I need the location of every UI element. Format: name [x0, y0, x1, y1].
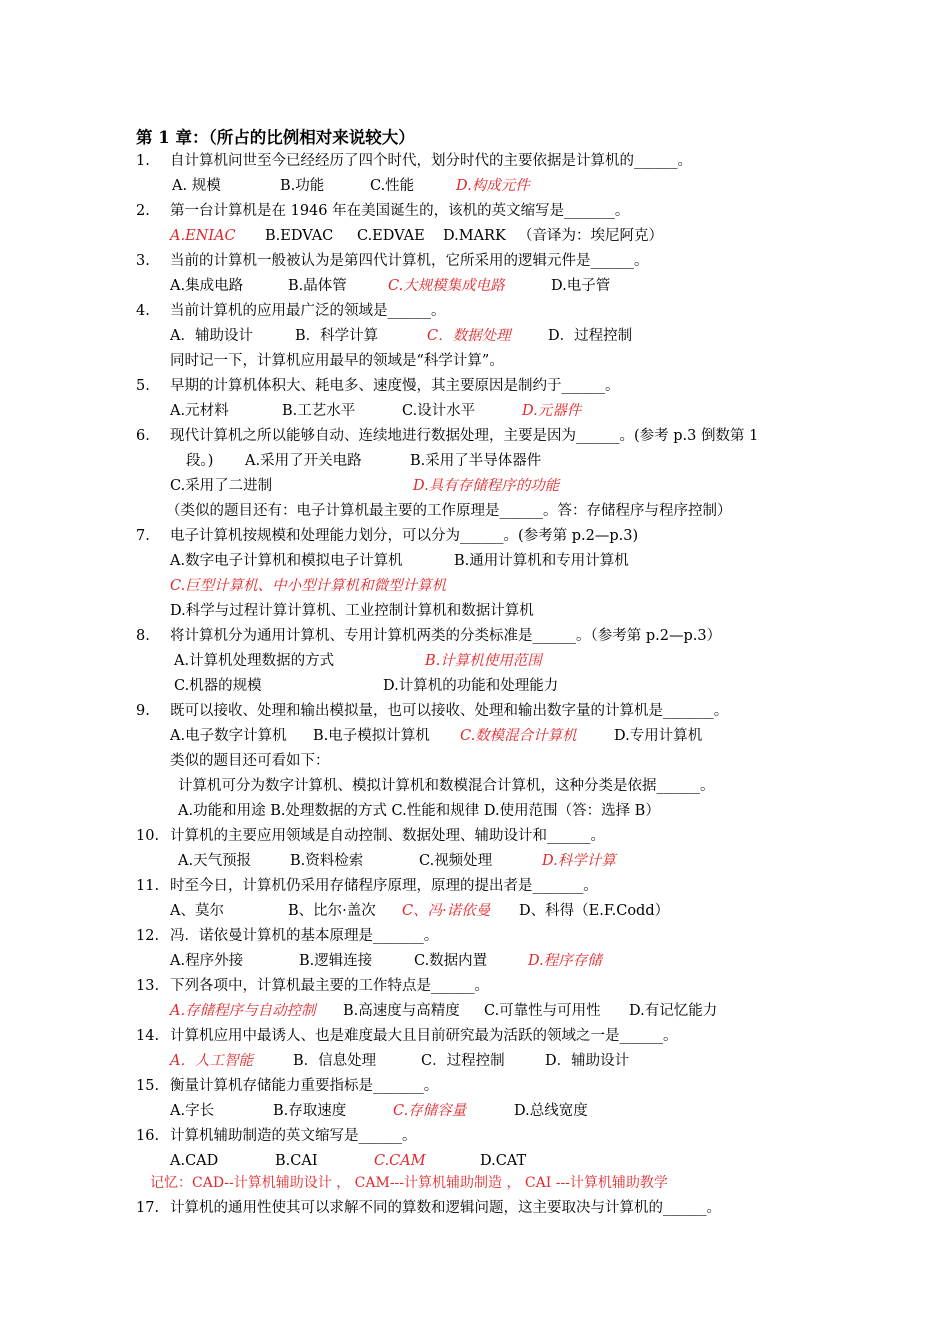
option-b: B.工艺水平 [282, 403, 356, 419]
option-a: A.CAD [170, 1153, 219, 1169]
option-a: A.电子数字计算机 [170, 728, 287, 744]
option-b: B.通用计算机和专用计算机 [454, 553, 629, 569]
question-number: 1. [136, 153, 150, 169]
option-a: A.计算机处理数据的方式 [174, 653, 335, 669]
question-number: 17. [136, 1200, 160, 1216]
question-number: 4. [136, 303, 150, 319]
option-d: D.科学与过程计算计算机、工业控制计算机和数据计算机 [170, 603, 534, 619]
option-c-answer: C.CAM [374, 1153, 426, 1169]
option-b: B.电子模拟计算机 [313, 728, 430, 744]
question-number: 6. [136, 428, 150, 444]
option-c-answer: C.巨型计算机、中小型计算机和微型计算机 [170, 578, 447, 594]
question-text: 电子计算机按规模和处理能力划分，可以分为______。(参考第 p.2—p.3) [170, 528, 639, 544]
option-b: B.CAI [275, 1153, 318, 1169]
question-text: 计算机的通用性使其可以求解不同的算数和逻辑问题，这主要取决与计算机的______。 [170, 1200, 721, 1216]
sub-question-options: A.功能和用途 B.处理数据的方式 C.性能和规律 D.使用范围（答：选择 B） [178, 803, 660, 819]
option-c: C.EDVAE [357, 228, 425, 244]
option-a: A.数字电子计算机和模拟电子计算机 [170, 553, 403, 569]
question-text: 时至今日，计算机仍采用存储程序原理，原理的提出者是_______。 [170, 878, 598, 894]
option-d: D、科得（E.F.Codd） [519, 903, 670, 919]
option-b: B.逻辑连接 [299, 953, 373, 969]
option-c: C.数据内置 [414, 953, 488, 969]
question-number: 13. [136, 978, 160, 994]
question-text: 衡量计算机存储能力重要指标是_______。 [170, 1078, 439, 1094]
question-text: 自计算机问世至今已经经历了四个时代，划分时代的主要依据是计算机的______。 [170, 153, 692, 169]
option-d-answer: D.具有存储程序的功能 [413, 478, 560, 494]
option-c: C.性能 [370, 178, 415, 194]
option-d: D.电子管 [551, 278, 611, 294]
option-b-answer: B.计算机使用范围 [425, 653, 542, 669]
option-d-answer: D.构成元件 [456, 178, 530, 194]
option-d: D.总线宽度 [514, 1103, 588, 1119]
question-text: 既可以接收、处理和输出模拟量，也可以接收、处理和输出数字量的计算机是_______。 [170, 703, 729, 719]
note: 同时记一下，计算机应用最早的领域是“科学计算”。 [170, 353, 504, 369]
option-a: A.字长 [170, 1103, 215, 1119]
memo-note: 记忆：CAD--计算机辅助设计 ， CAM---计算机辅助制造 ， CAI ---计算机辅助教学 [150, 1175, 668, 1191]
chapter-heading: 第 1 章：（所占的比例相对来说较大） [136, 128, 415, 147]
question-number: 8. [136, 628, 150, 644]
question-number: 16. [136, 1128, 160, 1144]
question-text-cont: 段。) [186, 453, 214, 469]
option-b: B.功能 [280, 178, 325, 194]
option-a: A.采用了开关电路 [245, 453, 362, 469]
option-c-answer: C、冯·诺依曼 [402, 903, 491, 919]
option-c: C.视频处理 [419, 853, 493, 869]
question-text: 计算机的主要应用领域是自动控制、数据处理、辅助设计和______。 [170, 828, 605, 844]
option-d: D．过程控制 [548, 328, 633, 344]
option-c: C．过程控制 [421, 1053, 505, 1069]
question-number: 10. [136, 828, 160, 844]
option-c-answer: C.大规模集成电路 [388, 278, 505, 294]
option-b: B.EDVAC [265, 228, 334, 244]
option-c: C.设计水平 [402, 403, 476, 419]
option-a: A.天气预报 [178, 853, 252, 869]
question-text: 第一台计算机是在 1946 年在美国诞生的，该机的英文缩写是_______。 [170, 203, 630, 219]
option-a: A. 规模 [172, 178, 221, 194]
question-text: 将计算机分为通用计算机、专用计算机两类的分类标准是______。（参考第 p.2—p.3） [170, 628, 722, 644]
option-d: D.计算机的功能和处理能力 [383, 678, 559, 694]
question-text: 当前计算机的应用最广泛的领域是______。 [170, 303, 446, 319]
option-c: C.采用了二进制 [170, 478, 273, 494]
option-c-answer: C.存储容量 [393, 1103, 467, 1119]
option-d: D.MARK [443, 228, 506, 244]
question-number: 14. [136, 1028, 160, 1044]
question-text: 计算机辅助制造的英文缩写是______。 [170, 1128, 417, 1144]
question-number: 15. [136, 1078, 160, 1094]
option-c-answer: C．数据处理 [427, 328, 511, 344]
option-b: B.资料检索 [290, 853, 364, 869]
note: 类似的题目还可看如下： [170, 753, 330, 769]
question-text: 下列各项中，计算机最主要的工作特点是______。 [170, 978, 489, 994]
question-number: 3. [136, 253, 150, 269]
option-d: D．辅助设计 [545, 1053, 630, 1069]
note: （音译为：埃尼阿克） [518, 228, 663, 244]
question-number: 12. [136, 928, 160, 944]
question-number: 2. [136, 203, 150, 219]
option-c: C.机器的规模 [174, 678, 262, 694]
option-d: D.有记忆能力 [629, 1003, 718, 1019]
option-d: D.CAT [480, 1153, 527, 1169]
option-c-answer: C.数模混合计算机 [460, 728, 577, 744]
question-text: 现代计算机之所以能够自动、连续地进行数据处理，主要是因为______。(参考 p.3 倒数第 1 [170, 428, 759, 444]
option-d-answer: D.程序存储 [528, 953, 602, 969]
option-a: A.集成电路 [170, 278, 244, 294]
option-a-answer: A.ENIAC [170, 228, 236, 244]
question-number: 9. [136, 703, 150, 719]
sub-question-text: 计算机可分为数字计算机、模拟计算机和数模混合计算机，这种分类是依据______。 [178, 778, 715, 794]
question-number: 7. [136, 528, 150, 544]
option-b: B．信息处理 [293, 1053, 377, 1069]
option-d: D.专用计算机 [614, 728, 703, 744]
question-text: 当前的计算机一般被认为是第四代计算机，它所采用的逻辑元件是______。 [170, 253, 649, 269]
option-b: B.存取速度 [273, 1103, 347, 1119]
question-number: 5. [136, 378, 150, 394]
option-a: A.程序外接 [170, 953, 244, 969]
option-a: A、莫尔 [170, 903, 224, 919]
option-d-answer: D.科学计算 [542, 853, 616, 869]
note: （类似的题目还有：电子计算机最主要的工作原理是______。答：存储程序与程序控制） [166, 503, 732, 519]
option-a-answer: A.存储程序与自动控制 [170, 1003, 316, 1019]
question-text: 计算机应用中最诱人、也是难度最大且目前研究最为活跃的领域之一是______。 [170, 1028, 678, 1044]
option-b: B、比尔·盖次 [288, 903, 376, 919]
question-number: 11. [136, 878, 160, 894]
option-b: B.晶体管 [288, 278, 347, 294]
option-a: A.元材料 [170, 403, 229, 419]
option-b: B．科学计算 [295, 328, 379, 344]
option-d-answer: D.元器件 [522, 403, 582, 419]
question-text: 早期的计算机体积大、耗电多、速度慢，其主要原因是制约于______。 [170, 378, 620, 394]
option-b: B.高速度与高精度 [343, 1003, 460, 1019]
option-a: A．辅助设计 [170, 328, 253, 344]
option-a-answer: A．人工智能 [170, 1053, 253, 1069]
question-text: 冯．诺依曼计算机的基本原理是_______。 [170, 928, 439, 944]
option-c: C.可靠性与可用性 [484, 1003, 601, 1019]
option-b: B.采用了半导体器件 [410, 453, 542, 469]
